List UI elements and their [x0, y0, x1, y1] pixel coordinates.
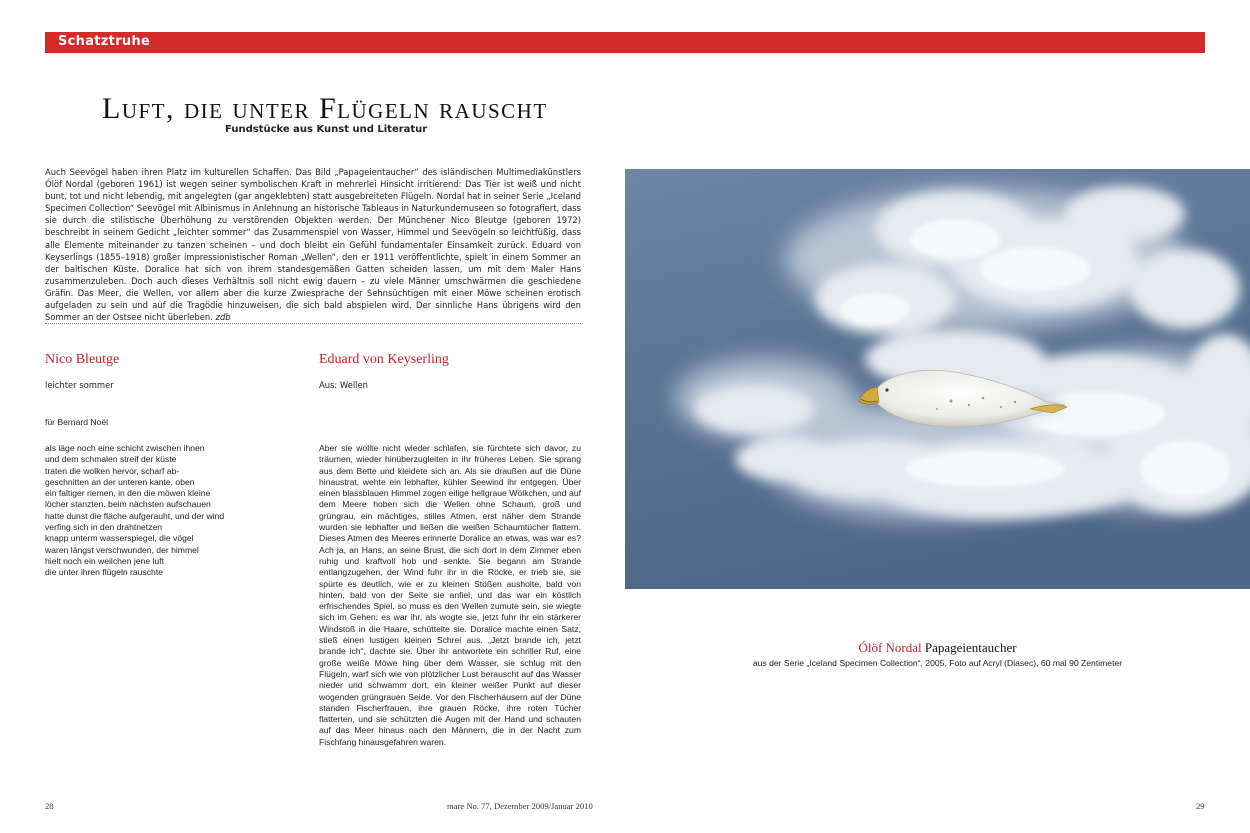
prose-author: Eduard von Keyserling	[319, 352, 449, 367]
issue-info: mare No. 77, Dezember 2009/Januar 2010	[447, 801, 593, 811]
section-label: Schatztruhe	[58, 34, 151, 49]
poem-body	[45, 443, 295, 579]
page-number-right: 29	[1196, 801, 1205, 811]
poem-line: knapp unterm wasserspiegel, die vögel	[45, 533, 194, 544]
poem-line: als läge noch eine schicht zwischen ihnen	[45, 443, 205, 453]
section-bar	[45, 32, 1205, 53]
poem-line: die unter ihren flügeln rauschte	[45, 567, 164, 578]
intro-paragraph	[45, 166, 581, 323]
poem-line: löcher stanzten. beim nächsten aufschauen	[45, 499, 211, 510]
caption-work-title: Papageientaucher	[924, 640, 1017, 655]
poem-line: und dem schmalen streif der küste	[45, 454, 177, 465]
article-title: Luft, die unter Flügeln rauscht	[102, 92, 548, 125]
article-subtitle: Fundstücke aus Kunst und Literatur	[225, 124, 428, 135]
intro-text: Auch Seevögel haben ihren Platz im kulturellen Schaffen. Das Bild „Papageientaucher“ des isländischen Multimediakünstlers Ólöf Nordal (geboren 1961) ist wegen seiner symbolischen Kraft in mehrerlei Hinsicht irritierend: Das Tier ist weiß und nicht bunt, tot und nicht lebendig, mit angelegten (gar angeklebten) statt ausgebreiteten Flügeln. Nordal hat in seiner Serie „Iceland Specimen Collection“ Seevögel mit Albinismus in Anlehnung an historische Tableaus in Naturkundemuseen so fotografiert, dass sie durch die stilistische Überhöhung zu verstörenden Objekten werden. Der Münchener Nico Bleutge (geboren 1972) beschreibt in seinem Gedicht „leichter sommer“ das Zusammenspiel von Wasser, Himmel und Seevögeln so leichtfüßig, dass alle Elemente miteinander zu tanzen scheinen – und doch bleibt ein Gefühl fundamentaler Einsamkeit zurück. Eduard von Keyserlings (1855–1918) großer impressionistischer Roman „Wellen“, den er 1911 veröffentlichte, spielt in einem Sommer an der baltischen Küste. Doralice hat sich von ihrem standesgemäßen Gatten scheiden lassen, um mit dem Maler Hans zusammenzuleben. Doch auch dieses Verhältnis soll nicht ewig dauern – zu viele Männer umschwärmen die geschiedene Gräfin. Das Meer, die Wellen, vor allem aber die kurze Zwiesprache der Sehnsüchtigen mit einer Möwe scheinen erotisch aufgeladen zu sein und auf die Tragödie hinzuweisen, die sich bald abspielen wird. Der sinnliche Hans übrigens wird den Sommer an der Ostsee nicht überleben.	[45, 167, 581, 323]
poem-line: ein faltiger riemen, in den die möwen kleine	[45, 488, 211, 499]
poem-line: verfing sich in den drahtnetzen	[45, 522, 163, 533]
caption-title-line	[720, 640, 1155, 656]
poem-author: Nico Bleutge	[45, 352, 120, 367]
author-signature: zdb	[215, 312, 231, 323]
caption-details: aus der Serie „Iceland Specimen Collection“, 2005, Foto auf Acryl (Diasec), 60 mal 90 Zentimeter	[752, 658, 1123, 668]
poem-line: traten die wolken hervor, scharf ab-	[45, 465, 180, 476]
photo-caption	[720, 640, 1155, 668]
photo-papageientaucher	[625, 169, 1250, 589]
poem-line: geschnitten an der unteren kante, oben	[45, 476, 195, 487]
poem-title: leichter sommer	[45, 380, 114, 390]
poem-dedication: für Bernard Noël	[45, 417, 109, 427]
photo-artwork	[625, 169, 1250, 589]
poem-line: waren längst verschwunden, der himmel	[45, 544, 199, 555]
poem-line: hielt noch ein weilchen jene luft	[45, 555, 164, 566]
poem-line: hatte dunst die fläche aufgerauht, und der wind	[45, 510, 225, 521]
dotted-divider	[45, 323, 581, 324]
caption-artist: Ólöf Nordal	[858, 640, 922, 655]
prose-source: Aus: Wellen	[319, 380, 368, 390]
page-number-left: 28	[45, 801, 54, 811]
prose-excerpt: Aber sie wollte nicht wieder schlafen, sie fürchtete sich davor, zu träumen, wieder hinüberzugleiten in ihr früheres Leben. Sie sprang aus dem Bette und kleidete sich an. Als sie draußen auf die Düne hinaustrat, wehte ein lebhafter, kühler Seewind ihr entgegen. Über einen blassblauen Himmel zogen eilige hellgraue Wölkchen, und auf dem Meere hoben sich die Wellen ohne Schaum, groß und grüngrau, ein mächtiges, stilles Atmen, erst näher dem Strande wurden sie lebhafter und ließen die weißen Schaumtücher flattern. Dieses Atmen des Meeres erinnerte Doralice an etwas, was war es? Ach ja, an Hans, an seine Brust, die sich dort in dem Zimmer eben ruhig und kraftvoll hob und senkte. Sie begann am Strande entlangzugehen, der Wind fuhr ihr in die Röcke, er trieb sie, sie spürte es deutlich, wie er zu kleinen Stößen ausholte, bald von hinten, bald von der Seite sie anfiel, und das war ein köstlich erfrischendes Spiel, so muss es den Wellen zumute sein, sie wiegte sich im Gehen; es war ihr, als wogte sie, jetzt fuhr ihr ein stärkerer Windstoß in die Haare, schüttelte sie. Doralice machte einen Satz, stieß einen lustigen kleinen Schrei aus. „Jetzt brande ich, jetzt brande ich“, dachte sie. Über ihr antwortete ein schriller Ruf, eine große weiße Möwe hing über dem Wasser, sie schlug mit den Flügeln, warf sich wie von plötzlicher Lust berauscht auf das Wasser nieder und schwamm dort, ein kleiner weißer Punkt auf dieser wogenden grüngrauen Seide. Vor den Fischerhäusern auf der Düne standen Fischerfrauen, ihre grauen Röcke, ihre roten Tücher flatterten, und sie schützten die Augen mit der Hand und schauten auf das Meer hinaus nach den Männern, die in der Nacht zum Fischfang hinausgefahren waren.	[319, 443, 581, 747]
